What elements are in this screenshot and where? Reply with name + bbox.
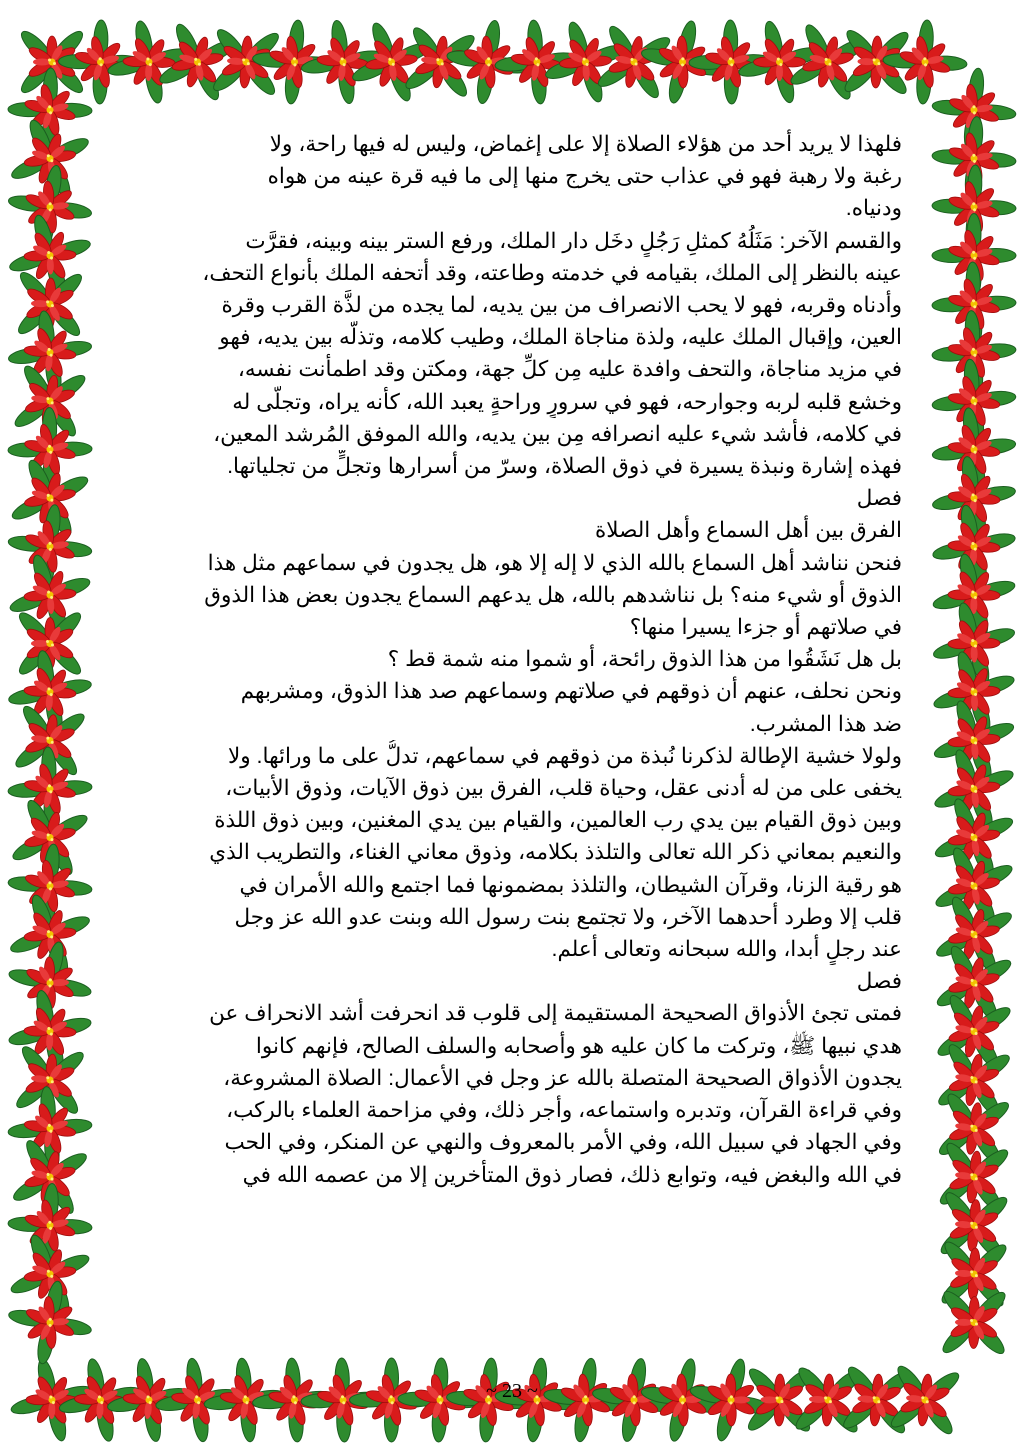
poinsettia-icon	[939, 1287, 1009, 1357]
text-line: والقسم الآخر: مَثَلُهُ كمثلِ رَجُلٍ دخَل دار الملك، ورفع الستر بينه وبينه، فقرَّت	[245, 228, 902, 253]
text-line: ولولا خشية الإطالة لذكرنا نُبذة من ذوقهم في سماعهم، تدلُّ على ما ورائها. ولا	[227, 743, 902, 768]
text-line: قلب إلا وطرد أحدهما الآخر، ولا تجتمع بنت رسول الله وبنت عدو الله عز وجل	[234, 904, 902, 929]
text-line: عند رجلٍ أبدا، والله سبحانه وتعالى أعلم.	[551, 937, 902, 962]
text-line: فنحن نناشد أهل السماع بالله الذي لا إله إلا هو، هل يجدون في سماعهم مثل هذا	[207, 550, 902, 575]
text-line: وأدناه وقربه، فهو لا يحب الانصراف من بين يديه، لما يجده من لذَّة القرب وقرة	[221, 293, 902, 318]
text-line: وبين ذوق القيام بين يدي رب العالمين، والقيام بين يدي المغنين، وبين ذوق اللذة	[214, 808, 902, 833]
text-line: فهذه إشارة ونبذة يسيرة في ذوق الصلاة، وسرّ من أسرارها وتجلٍّ من تجلياتها.	[227, 454, 902, 479]
text-line: يخفى على من له أدنى عقل، وحياة قلب، الفرق بين ذوق الآيات، وذوق الأبيات،	[225, 776, 902, 801]
text-line: ونحن نحلف، عنهم أن ذوقهم في صلاتهم وسماعهم صد هذا الذوق، ومشربهم	[240, 679, 902, 704]
text-line: فلهذا لا يريد أحد من هؤلاء الصلاة إلا على إغماض، وليس له فيها راحة، ولا	[269, 132, 902, 156]
text-line: الفرق بين أهل السماع وأهل الصلاة	[595, 518, 902, 543]
text-line: يجدون الأذواق الصحيحة المتصلة بالله عز وجل في الأعمال: الصلاة المشروعة،	[223, 1065, 902, 1090]
text-line: والنعيم بمعاني ذكر الله تعالى والتلذذ بكلامه، وذوق معاني الغناء، والتطريب الذي	[209, 840, 902, 865]
page-number: ~ 23 ~	[486, 1380, 538, 1402]
text-line: العين، وإقبال الملك عليه، ولذة مناجاة الملك، وطيب كلامه، وتذلُّه بين يديه، فهو	[219, 325, 902, 350]
text-line: وفي قراءة القرآن، وتدبره واستماعه، وأجر ذلك، وفي مزاحمة العلماء بالركب،	[226, 1098, 902, 1123]
text-line: وفي الجهاد في سبيل الله، وفي الأمر بالمعروف والنهي عن المنكر، وفي الحب	[224, 1130, 902, 1155]
poinsettia-icon	[876, 13, 974, 111]
text-line: رغبة ولا رهبة فهو في عذاب حتى يخرج منها إلى ما فيه قرة عينه من هواه	[267, 164, 902, 189]
text-line: في كلامه، فأشد شيء عليه انصرافه مِن بين يديه، والله الموفق المُرشد المعين،	[213, 421, 902, 446]
text-line: هدي نبيها ﷺ، وتركت ما كان عليه هو وأصحابه والسلف الصالح، فإنهم كانوا	[255, 1033, 902, 1058]
text-line: وخشع قلبه لربه وجوارحه، فهو في سرورٍ وراحةٍ يعبد الله، كأنه يراه، وتجلَّى له	[232, 389, 902, 414]
text-line: فصل	[856, 969, 902, 994]
page-text	[126, 128, 902, 1191]
text-line: فمتى تجئ الأذواق الصحيحة المستقيمة إلى قلوب قد انحرفت أشد الانحراف عن	[209, 1001, 902, 1026]
text-line: فصل	[856, 486, 902, 511]
text-line: هو رقية الزنا، وقرآن الشيطان، والتلذذ بمضمونها فما اجتمع والله الأمران في	[239, 872, 902, 897]
text-line: ضد هذا المشرب.	[749, 711, 902, 736]
text-line: في مزيد مناجاة، والتحف وافدة عليه مِن كلِّ جهة، ومكتن وقد اطمأنت نفسه،	[237, 357, 902, 382]
text-line: بل هل نَشَقُوا من هذا الذوق رائحة، أو شموا منه شمة قط ؟	[387, 647, 902, 672]
text-line: في صلاتهم أو جزءا يسيرا منها؟	[629, 615, 902, 640]
text-line: ودنياه.	[845, 196, 902, 221]
text-line: الذوق أو شيء منه؟ بل نناشدهم بالله، هل يدعهم السماع يجدون بعض هذا الذوق	[204, 582, 902, 607]
text-line: في الله والبغض فيه، وتوابع ذلك، فصار ذوق المتأخرين إلا من عصمه الله في	[242, 1162, 902, 1187]
text-line: عينه بالنظر إلى الملك، بقيامه في خدمته وطاعته، وقد أتحفه الملك بأنواع التحف،	[202, 260, 902, 285]
